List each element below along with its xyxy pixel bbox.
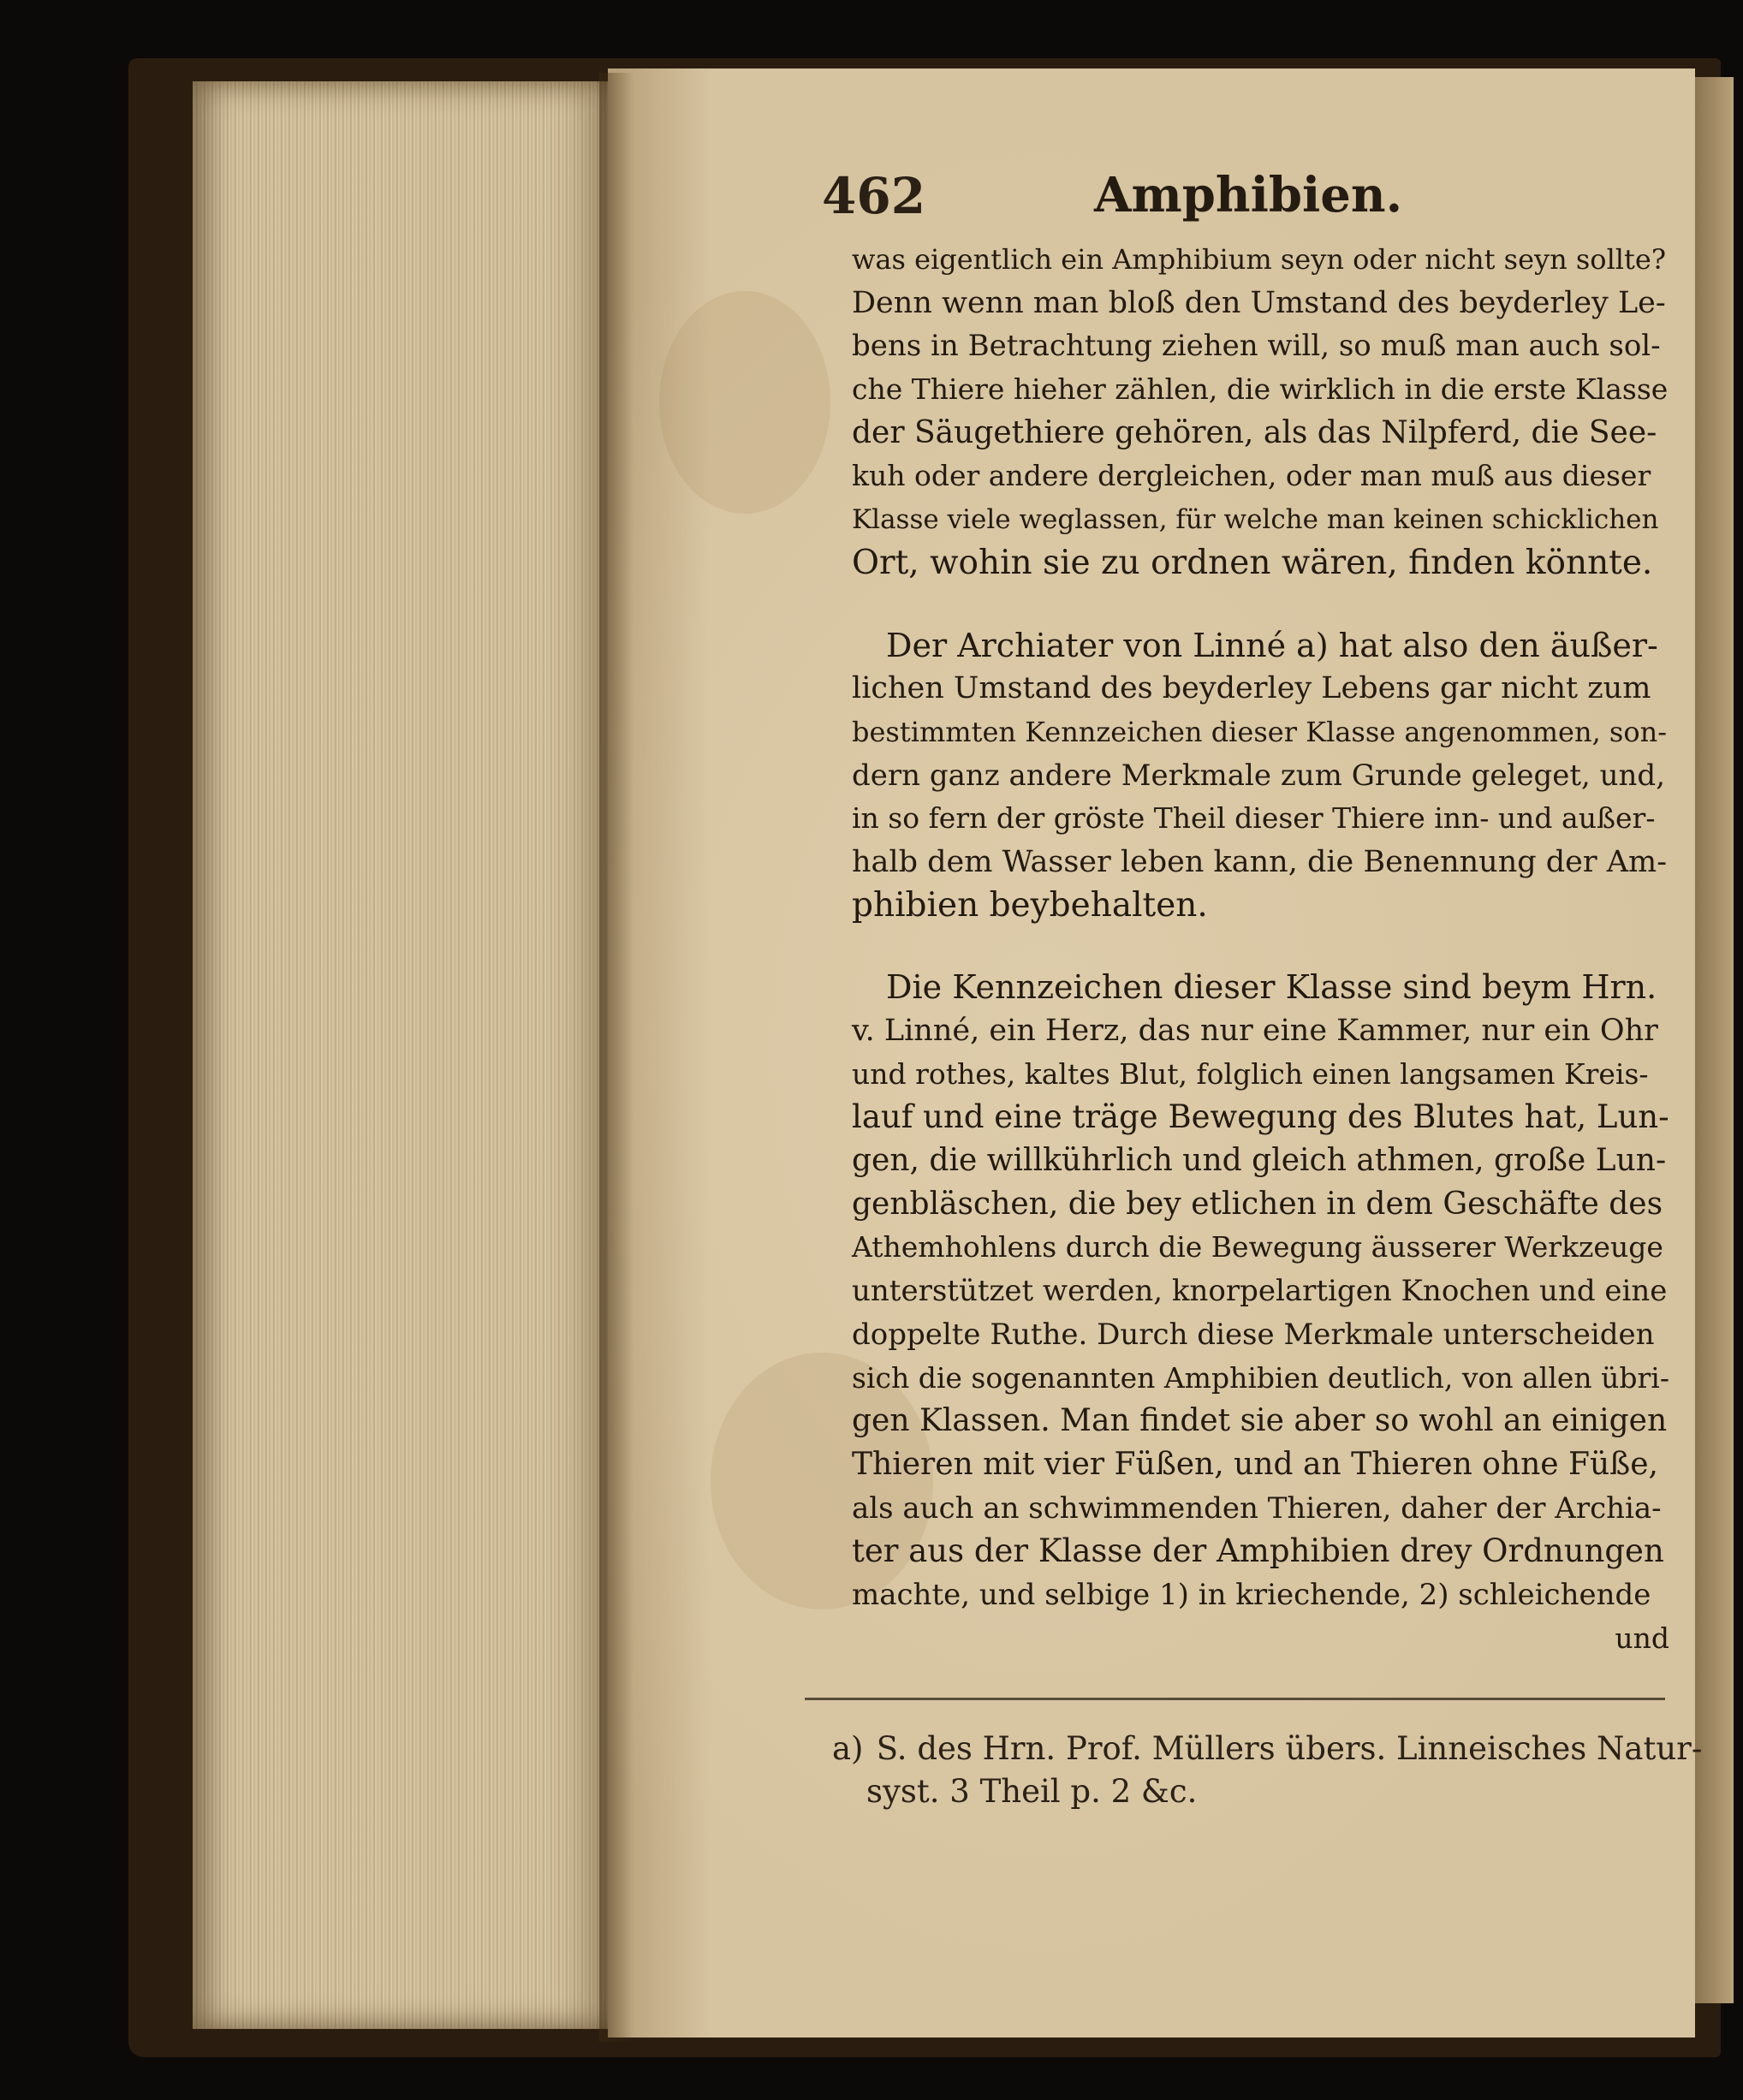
page-edges xyxy=(193,81,608,2029)
catchword: und xyxy=(1615,1621,1669,1655)
gutter-shadow xyxy=(599,73,634,2042)
text-line: Klasse viele weglassen, für welche man keinen schicklichen xyxy=(852,504,1659,536)
text-line: Denn wenn man bloß den Umstand des beyderley Le- xyxy=(852,285,1666,320)
text-line: dern ganz andere Merkmale zum Grunde geleget, und, xyxy=(852,758,1666,793)
text-line: Thieren mit vier Füßen, und an Thieren ohne Füße, xyxy=(852,1446,1658,1482)
running-head: Amphibien. xyxy=(1094,167,1403,223)
text-line: und rothes, kaltes Blut, folglich einen langsamen Kreis- xyxy=(852,1056,1649,1091)
paper-stain xyxy=(659,291,830,514)
paragraph xyxy=(852,238,1669,586)
text-line: bens in Betrachtung ziehen will, so muß man auch sol- xyxy=(852,329,1661,364)
page-header xyxy=(822,167,1678,227)
text-line: gen Klassen. Man findet sie aber so wohl an einigen xyxy=(852,1403,1668,1439)
paragraph xyxy=(852,966,1669,1616)
footnote xyxy=(832,1728,1702,1813)
text-line: der Säugethiere gehören, als das Nilpferd, die See- xyxy=(852,414,1657,450)
text-line: v. Linné, ein Herz, das nur eine Kammer, nur ein Ohr xyxy=(852,1014,1658,1048)
footnote-marker: a) xyxy=(832,1730,864,1767)
paragraph xyxy=(852,624,1669,928)
text-line: lauf und eine träge Bewegung des Blutes hat, Lun- xyxy=(852,1098,1669,1136)
text-line: che Thiere hieher zählen, die wirklich in die erste Klasse xyxy=(852,372,1669,407)
text-line: doppelte Ruthe. Durch diese Merkmale unterscheiden xyxy=(852,1317,1655,1352)
body-text xyxy=(852,238,1669,1660)
text-line: kuh oder andere dergleichen, oder man muß aus dieser xyxy=(852,459,1651,493)
footnote-line: S. des Hrn. Prof. Müllers übers. Linneisches Natur- xyxy=(876,1730,1703,1767)
facing-page-edge xyxy=(1695,77,1734,2003)
text-line: unterstützet werden, knorpelartigen Knochen und eine xyxy=(852,1274,1668,1309)
footnote-rule xyxy=(805,1698,1665,1700)
text-line: genbläschen, die bey etlichen in dem Geschäfte des xyxy=(852,1186,1663,1222)
text-line: Ort, wohin sie zu ordnen wären, finden könnte. xyxy=(852,543,1653,582)
footnote-line: syst. 3 Theil p. 2 &c. xyxy=(866,1773,1198,1810)
text-line: was eigentlich ein Amphibium seyn oder nicht seyn sollte? xyxy=(852,243,1666,276)
text-line: lichen Umstand des beyderley Lebens gar nicht zum xyxy=(852,671,1651,706)
text-line: machte, und selbige 1) in kriechende, 2) schleichende xyxy=(852,1577,1651,1612)
text-line: in so fern der gröste Theil dieser Thiere inn- und außer- xyxy=(852,801,1656,836)
text-line: bestimmten Kennzeichen dieser Klasse angenommen, son- xyxy=(852,715,1668,748)
text-line: halb dem Wasser leben kann, die Benennung der Am- xyxy=(852,844,1668,879)
text-line: Der Archiater von Linné a) hat also den äußer- xyxy=(886,626,1658,664)
text-line: sich die sogenannten Amphibien deutlich, von allen übri- xyxy=(852,1360,1670,1395)
text-line: als auch an schwimmenden Thieren, daher der Archia- xyxy=(852,1490,1662,1526)
text-line: phibien beybehalten. xyxy=(852,885,1208,925)
text-line: Die Kennzeichen dieser Klasse sind beym Hrn. xyxy=(886,968,1657,1007)
text-line: ter aus der Klasse der Amphibien drey Ordnungen xyxy=(852,1532,1664,1570)
page-number: 462 xyxy=(822,167,926,225)
text-line: Athemhohlens durch die Bewegung äusserer Werkzeuge xyxy=(852,1230,1663,1264)
text-line: gen, die willkührlich und gleich athmen, große Lun- xyxy=(852,1143,1667,1179)
